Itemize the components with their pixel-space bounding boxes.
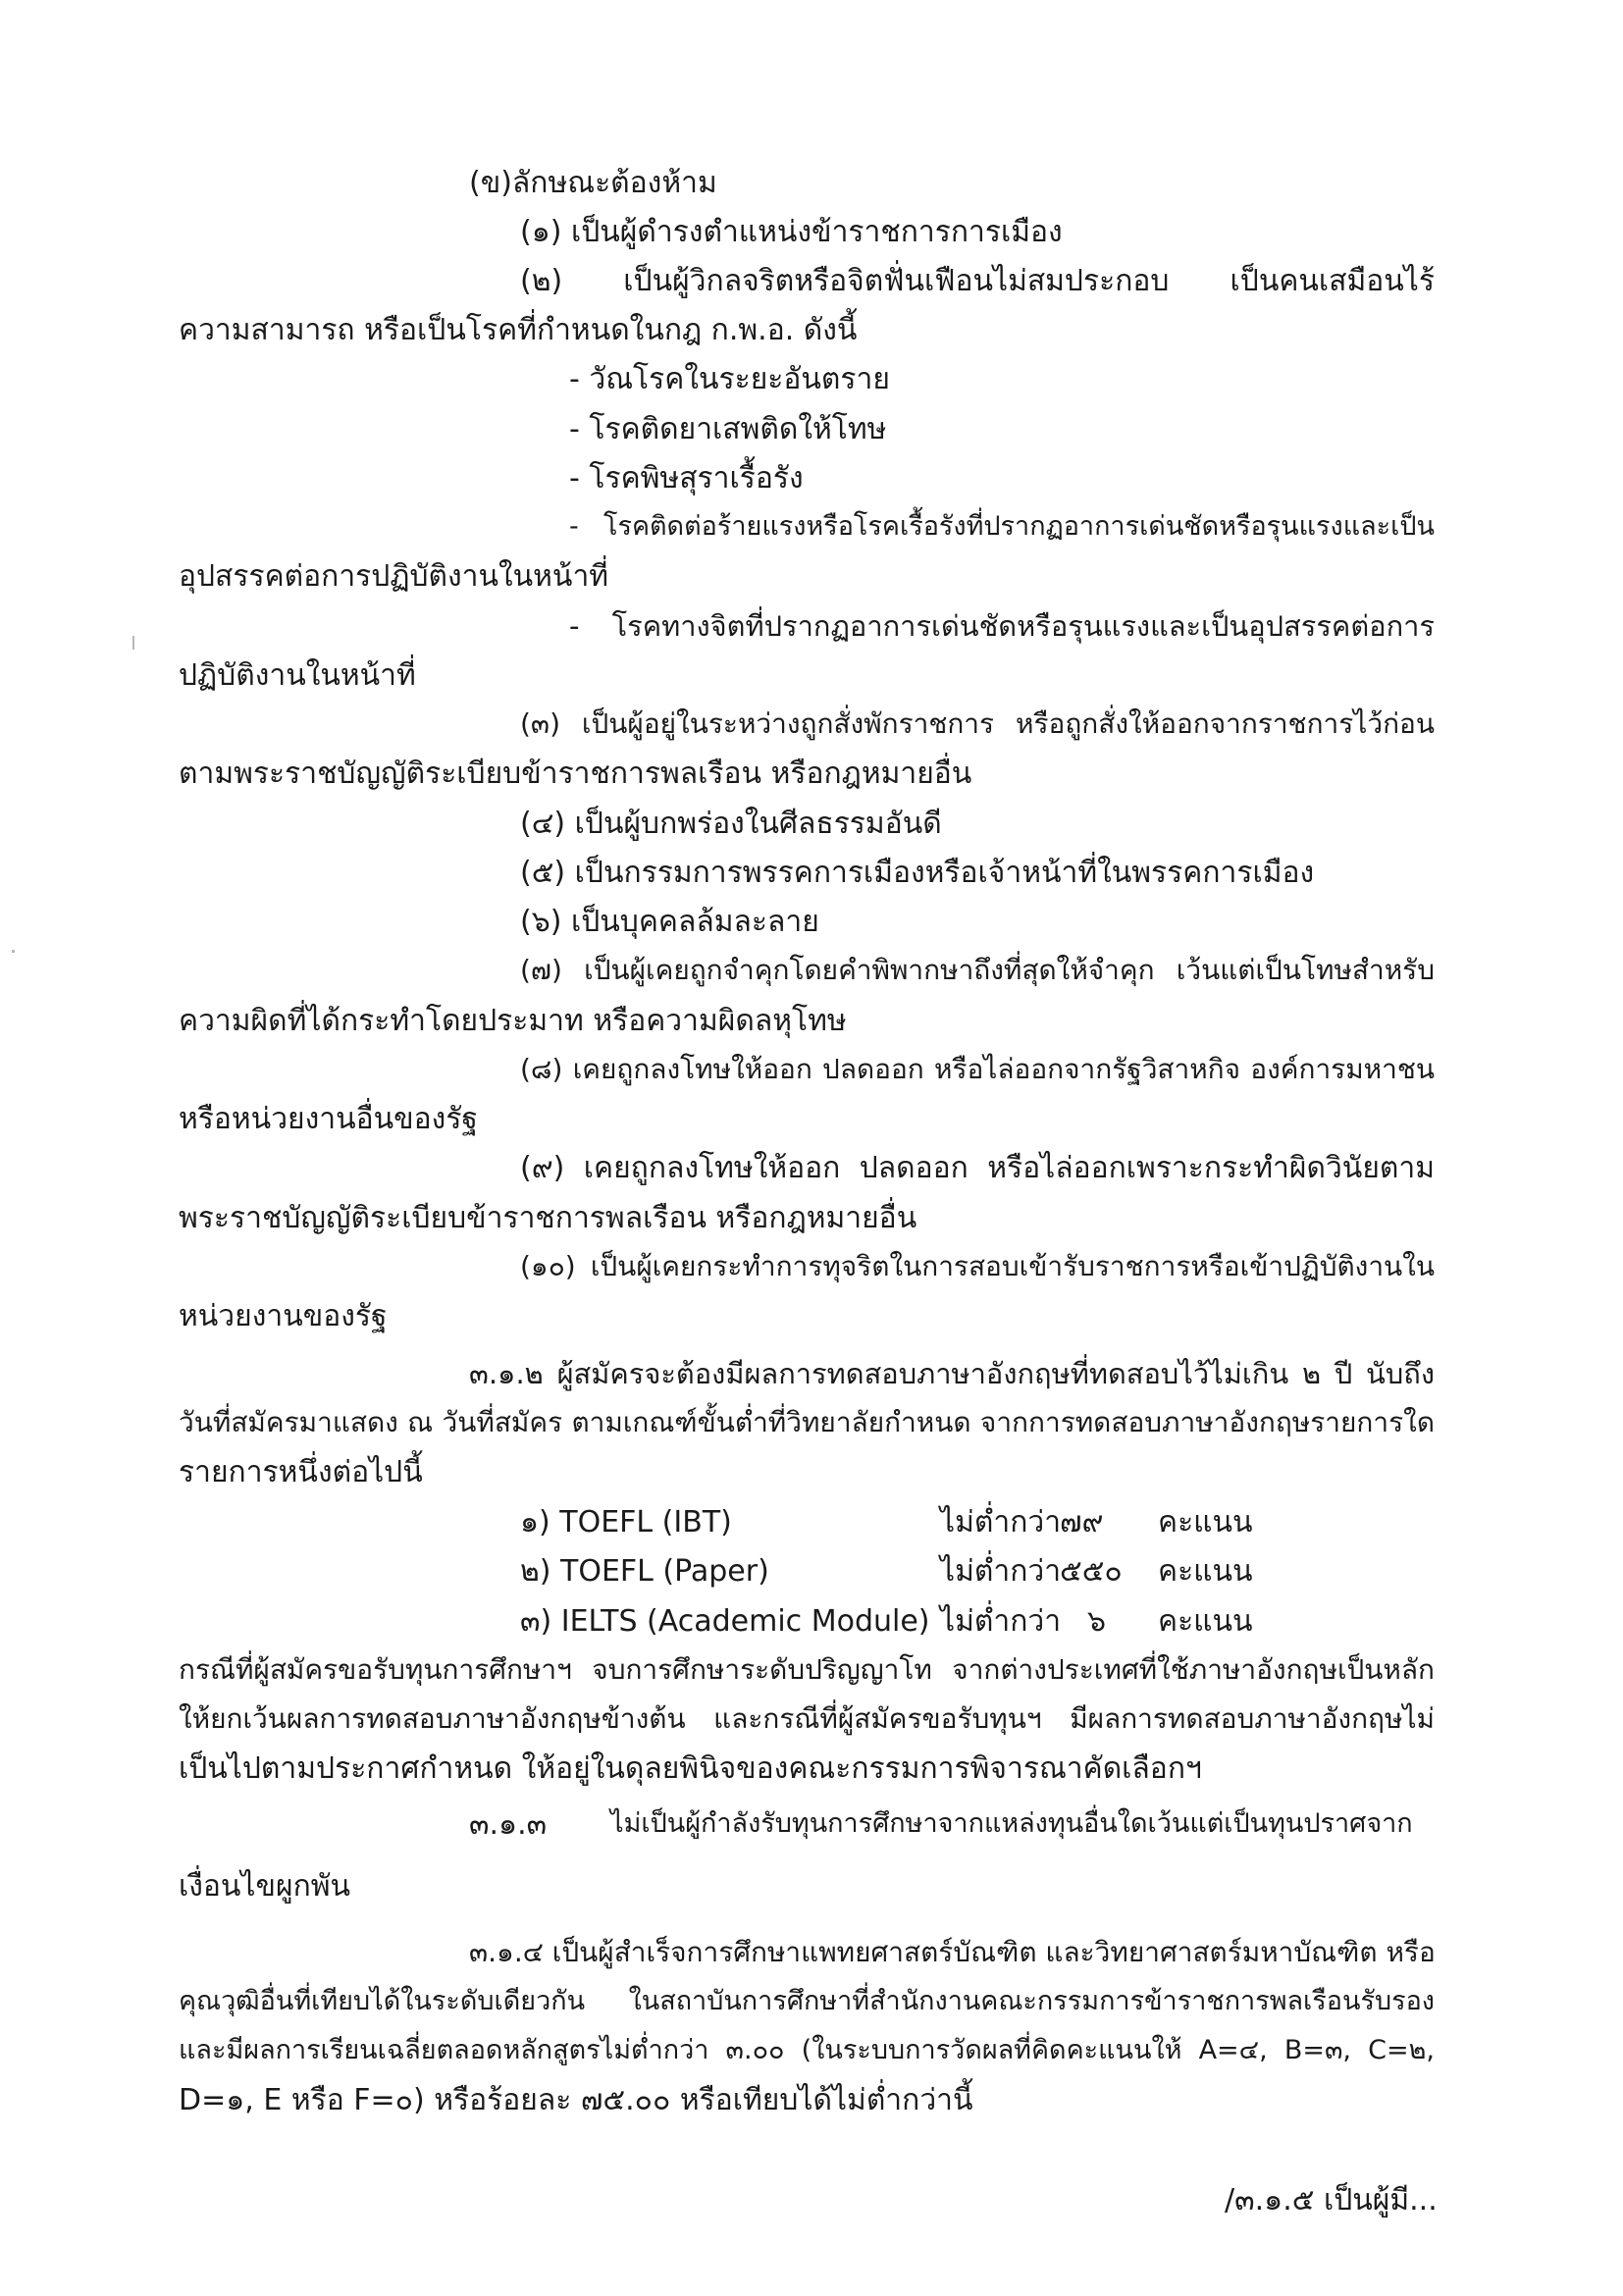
test-row — [0, 1604, 1623, 1646]
test-row — [0, 1505, 1623, 1547]
section-312-line-2: วันที่สมัครมาแสดง ณ วันที่สมัคร ตามเกณฑ์ขั้นต่ำที่วิทยาลัยกำหนด จากการทดสอบภาษาอังกฤษรายการใด — [179, 1406, 1435, 1438]
disease-4-line-1: - โรคติดต่อร้ายแรงหรือโรคเรื้อรังที่ปรากฏอาการเด่นชัดหรือรุนแรงและเป็น — [569, 511, 1435, 542]
section-314-line-3: และมีผลการเรียนเฉลี่ยตลอดหลักสูตรไม่ต่ำกว่า ๓.๐๐ (ในระบบการวัดผลที่คิดคะแนนให้ A=๔, B=๓, C=๒, — [179, 2035, 1435, 2065]
test-min-label: ไม่ต่ำกว่า — [940, 1505, 1062, 1539]
prohibited-item-2-line-1: (๒) เป็นผู้วิกลจริตหรือจิตฟั่นเฟือนไม่สมประกอบ เป็นคนเสมือนไร้ — [520, 264, 1435, 298]
section-312-line-1: ๓.๑.๒ ผู้สมัครจะต้องมีผลการทดสอบภาษาอังกฤษที่ทดสอบไว้ไม่เกิน ๒ ปี นับถึง — [469, 1357, 1435, 1390]
section-312-line-3: รายการหนึ่งต่อไปนี้ — [179, 1455, 423, 1489]
test-unit: คะแนน — [1158, 1554, 1253, 1589]
test-unit: คะแนน — [1158, 1505, 1253, 1539]
prohibited-item-6: (๖) เป็นบุคคลล้มละลาย — [520, 905, 819, 939]
prohibited-item-7-line-2: ความผิดที่ได้กระทำโดยประมาท หรือความผิดลหุโทษ — [179, 1004, 847, 1038]
exemption-line-2: ให้ยกเว้นผลการทดสอบภาษาอังกฤษข้างต้น และกรณีที่ผู้สมัครขอรับทุนฯ มีผลการทดสอบภาษาอังกฤษไม่ — [179, 1702, 1435, 1735]
prohibited-item-8-line-1: (๘) เคยถูกลงโทษให้ออก ปลดออก หรือไล่ออกจากรัฐวิสาหกิจ องค์การมหาชน — [520, 1053, 1435, 1085]
scan-mark — [12, 950, 15, 953]
prohibited-item-3-line-2: ตามพระราชบัญญัติระเบียบข้าราชการพลเรือน หรือกฎหมายอื่น — [179, 757, 972, 791]
prohibited-item-9-line-2: พระราชบัญญัติระเบียบข้าราชการพลเรือน หรือกฎหมายอื่น — [179, 1201, 917, 1235]
test-score: ๕๕๐ — [1060, 1554, 1123, 1589]
prohibited-item-7-line-1: (๗) เป็นผู้เคยถูกจำคุกโดยคำพิพากษาถึงที่สุดให้จำคุก เว้นแต่เป็นโทษสำหรับ — [520, 954, 1435, 986]
exemption-line-3: เป็นไปตามประกาศกำหนด ให้อยู่ในดุลยพินิจของคณะกรรมการพิจารณาคัดเลือกฯ — [179, 1751, 1202, 1786]
section-314-line-1: ๓.๑.๔ เป็นผู้สำเร็จการศึกษาแพทยศาสตร์บัณฑิต และวิทยาศาสตร์มหาบัณฑิต หรือ — [469, 1936, 1436, 1968]
test-min-label: ไม่ต่ำกว่า — [940, 1554, 1062, 1589]
test-unit: คะแนน — [1158, 1604, 1253, 1639]
test-score: ๖ — [1087, 1604, 1107, 1639]
test-name: ๓) IELTS (Academic Module) — [520, 1604, 930, 1639]
disease-4-line-2: อุปสรรคต่อการปฏิบัติงานในหน้าที่ — [179, 559, 609, 594]
disease-3: - โรคพิษสุราเรื้อรัง — [569, 461, 804, 496]
section-313-line-1: ไม่เป็นผู้กำลังรับทุนการศึกษาจากแหล่งทุนอื่นใดเว้นแต่เป็นทุนปราศจาก — [610, 1808, 1413, 1839]
section-314-line-2: คุณวุฒิอื่นที่เทียบได้ในระดับเดียวกัน ในสถาบันการศึกษาที่สำนักงานคณะกรรมการข้าราชการพลเรือนรับรอง — [179, 1986, 1435, 2016]
disease-1: - วัณโรคในระยะอันตราย — [569, 362, 890, 396]
prohibited-item-3-line-1: (๓) เป็นผู้อยู่ในระหว่างถูกสั่งพักราชการ หรือถูกสั่งให้ออกจากราชการไว้ก่อน — [520, 707, 1435, 740]
prohibited-item-10-line-2: หน่วยงานของรัฐ — [179, 1299, 388, 1333]
section-heading: (ข)ลักษณะต้องห้าม — [469, 166, 717, 200]
section-313-line-2: เงื่อนไขผูกพัน — [179, 1869, 351, 1904]
scan-mark — [132, 636, 134, 650]
exemption-line-1: กรณีที่ผู้สมัครขอรับทุนการศึกษาฯ จบการศึกษาระดับปริญญาโท จากต่างประเทศที่ใช้ภาษาอังกฤษเป็นหลัก — [179, 1653, 1435, 1686]
test-name: ๑) TOEFL (IBT) — [520, 1505, 732, 1539]
prohibited-item-10-line-1: (๑๐) เป็นผู้เคยกระทำการทุจริตในการสอบเข้ารับราชการหรือเข้าปฏิบัติงานใน — [520, 1250, 1435, 1282]
prohibited-item-2-line-2: ความสามารถ หรือเป็นโรคที่กำหนดในกฎ ก.พ.อ. ดังนี้ — [179, 313, 858, 347]
disease-5-line-1: - โรคทางจิตที่ปรากฏอาการเด่นชัดหรือรุนแรงและเป็นอุปสรรคต่อการ — [569, 609, 1435, 643]
section-314-line-4: D=๑, E หรือ F=๐) หรือร้อยละ ๗๕.๐๐ หรือเทียบได้ไม่ต่ำกว่านี้ — [179, 2083, 973, 2117]
prohibited-item-1: (๑) เป็นผู้ดำรงตำแหน่งข้าราชการการเมือง — [520, 215, 1063, 249]
prohibited-item-8-line-2: หรือหน่วยงานอื่นของรัฐ — [179, 1102, 478, 1136]
prohibited-item-9-line-1: (๙) เคยถูกลงโทษให้ออก ปลดออก หรือไล่ออกเพราะกระทำผิดวินัยตาม — [520, 1151, 1435, 1185]
disease-5-line-2: ปฏิบัติงานในหน้าที่ — [179, 658, 416, 693]
disease-2: - โรคติดยาเสพติดให้โทษ — [569, 412, 887, 446]
test-score: ๗๙ — [1060, 1505, 1104, 1539]
continuation-note: /๓.๑.๕ เป็นผู้มี... — [1225, 2183, 1438, 2218]
prohibited-item-5: (๕) เป็นกรรมการพรรคการเมืองหรือเจ้าหน้าที่ในพรรคการเมือง — [520, 856, 1315, 890]
test-name: ๒) TOEFL (Paper) — [520, 1554, 769, 1589]
test-row — [0, 1554, 1623, 1596]
prohibited-item-4: (๔) เป็นผู้บกพร่องในศีลธรรมอันดี — [520, 807, 942, 841]
section-313-number: ๓.๑.๓ — [469, 1807, 548, 1842]
test-min-label: ไม่ต่ำกว่า — [940, 1604, 1062, 1639]
